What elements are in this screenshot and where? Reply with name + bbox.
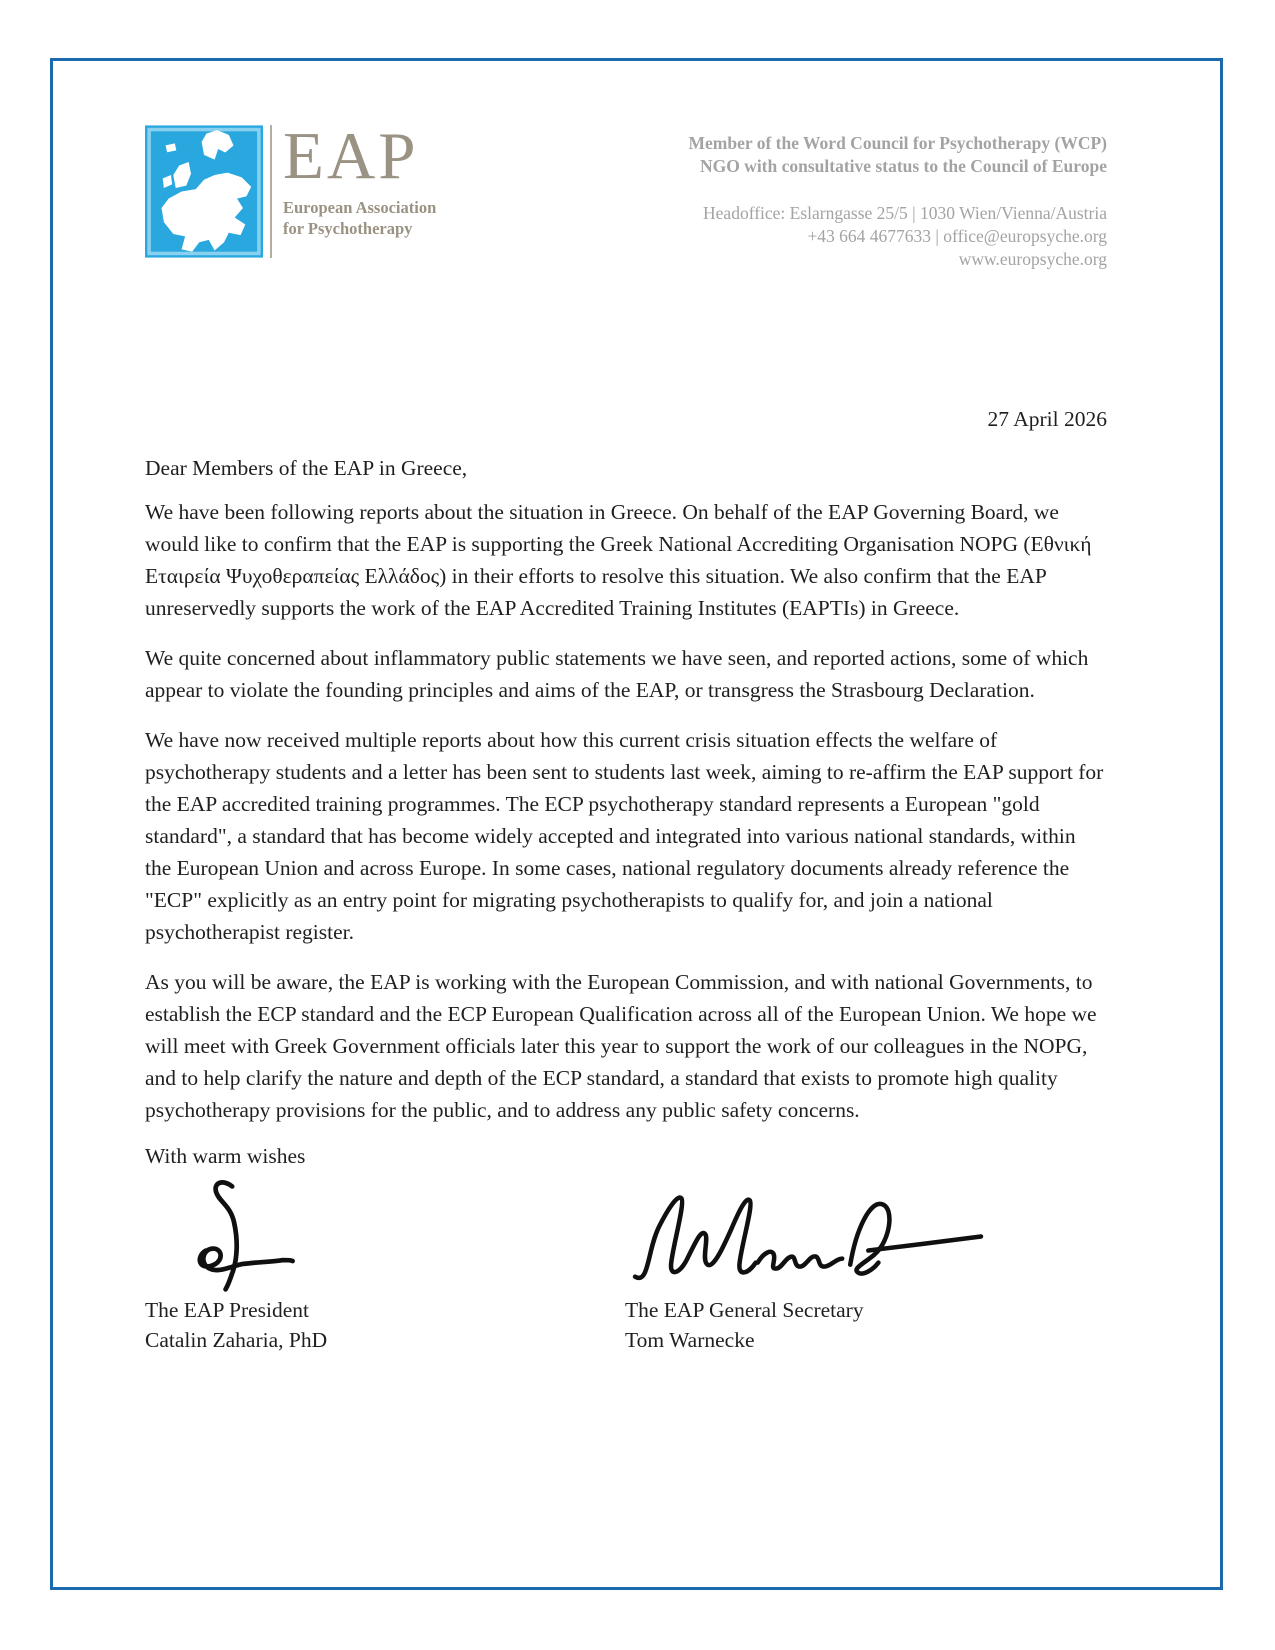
logo-acronym: EAP xyxy=(283,119,419,193)
president-name: Catalin Zaharia, PhD xyxy=(145,1328,328,1352)
president-signature-block xyxy=(145,1175,625,1355)
closing-phrase: With warm wishes xyxy=(145,1144,306,1168)
body-paragraph: We have been following reports about the situation in Greece. On behalf of the EAP Governing Board, we would like to confirm that the EAP is supporting the Greek National Accrediting Organisation NOPG (Εθνική Εταιρεία Ψυχοθεραπείας Ελλάδος) in their efforts to resolve this situation. We also confirm that the EAP unreservedly supports the work of the EAP Accredited Training Institutes (EAPTIs) in Greece. xyxy=(145,500,1092,620)
body-paragraph: As you will be aware, the EAP is working with the European Commission, and with national Governments, to establish the ECP standard and the ECP European Qualification across all of the European Union. We hope we will meet with Greek Government officials later this year to support the work of our colleagues in the NOPG, and to help clarify the nature and depth of the ECP standard, a standard that exists to promote high quality psychotherapy provisions for the public, and to address any public safety concerns. xyxy=(145,970,1097,1122)
general-secretary-signature-icon xyxy=(625,1175,1107,1295)
letter-date: 27 April 2026 xyxy=(987,407,1107,431)
signature-section xyxy=(145,1175,1107,1355)
logo-name-line1: European Association xyxy=(283,197,437,217)
president-signature-icon xyxy=(145,1175,625,1295)
salutation: Dear Members of the EAP in Greece, xyxy=(145,456,468,480)
body-paragraph: We quite concerned about inflammatory public statements we have seen, and reported actions, some of which appear to violate the founding principles and aims of the EAP, or transgress the Strasbourg Declaration. xyxy=(145,646,1089,702)
logo-name-line2: for Psychotherapy xyxy=(283,219,413,239)
general-secretary-title: The EAP General Secretary xyxy=(625,1298,864,1322)
general-secretary-signature-block xyxy=(625,1175,1107,1355)
address-line-1: Headoffice: Eslarngasse 25/5 | 1030 Wien/Vienna/Austria xyxy=(703,203,1107,223)
letterhead xyxy=(145,120,1107,271)
logo-organisation-name xyxy=(283,197,436,240)
membership-line-2: NGO with consultative status to the Council of Europe xyxy=(699,156,1107,176)
europe-map-icon xyxy=(145,125,263,258)
headoffice-address xyxy=(689,202,1108,271)
address-line-2: +43 664 4677633 | office@europsyche.org xyxy=(807,226,1107,246)
letter-content xyxy=(145,120,1107,1355)
address-line-3: www.europsyche.org xyxy=(958,249,1107,269)
body-paragraph: We have now received multiple reports about how this current crisis situation effects the welfare of psychotherapy students and a letter has been sent to students last week, aiming to re-affirm the EAP support for the EAP accredited training programmes. The ECP psychotherapy standard represents a European "gold standard", a standard that has become widely accepted and integrated into various national standards, within the European Union and across Europe. In some cases, national regulatory documents already reference the "ECP" explicitly as an entry point for migrating psychotherapists to qualify for, and join a national psychotherapist register. xyxy=(145,728,1104,944)
membership-line-1: Member of the Word Council for Psychotherapy (WCP) xyxy=(688,133,1107,153)
eap-logo xyxy=(145,119,437,258)
logo-text xyxy=(270,119,437,258)
letterhead-info xyxy=(689,120,1108,271)
general-secretary-name: Tom Warnecke xyxy=(625,1328,755,1352)
president-title: The EAP President xyxy=(145,1298,310,1322)
